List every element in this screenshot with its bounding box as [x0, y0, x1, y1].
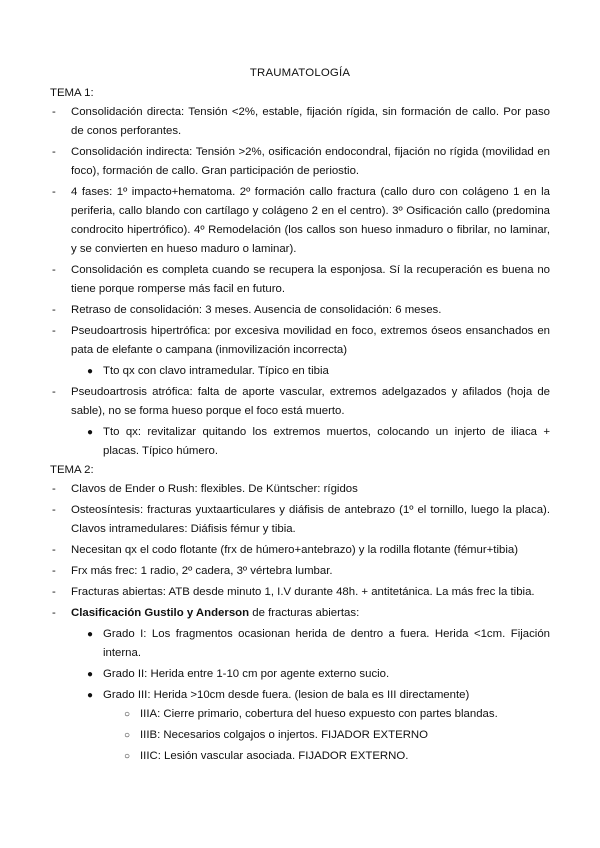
list-item-text: Necesitan qx el codo flotante (frx de húmero+antebrazo) y la rodilla flotante (fémur+tibia)	[71, 544, 518, 556]
gustilo-title-rest: de fracturas abiertas:	[249, 607, 360, 619]
section-tema-1	[50, 84, 550, 463]
list-item	[50, 301, 550, 320]
list-item	[50, 383, 550, 421]
list-item-text: 4 fases: 1º impacto+hematoma. 2º formación callo fractura (callo duro con colágeno 1 en la periferia, callo blando con cartílago y colágeno 2 en el centro). 3º Osificación callo (predomina condrocito hipertrófico). 4º Remodelación (los callos son hueso inmaduro o fibrilar, no laminar, y se convierten en hueso maduro o laminar).	[71, 186, 550, 255]
dash-marker: -	[52, 304, 56, 316]
list-item-text: Pseudoartrosis hipertrófica: por excesiva movilidad en foco, extremos óseos ensanchados en pata de elefante o campana (inmovilización incorrecta)	[71, 325, 550, 356]
list-item-text: Frx más frec: 1 radio, 2º cadera, 3º vértebra lumbar.	[71, 565, 333, 577]
list-item	[50, 480, 550, 499]
circle-marker: ○	[124, 709, 131, 720]
list-item	[87, 686, 550, 766]
list-item-text: Consolidación directa: Tensión <2%, estable, fijación rígida, sin formación de callo. Por paso de conos perforantes.	[71, 106, 550, 137]
dash-marker: -	[52, 386, 56, 398]
tema-2-list	[50, 480, 550, 623]
document-title: TRAUMATOLOGÍA	[249, 67, 351, 79]
list-item-text: Grado I: Los fragmentos ocasionan herida de dentro a fuera. Herida <1cm. Fijación interna.	[103, 628, 550, 659]
list-item	[124, 726, 550, 745]
dash-marker: -	[52, 586, 56, 598]
list-item-text: IIIB: Necesarios colgajos o injertos. FIJADOR EXTERNO	[140, 729, 429, 741]
dash-marker: -	[52, 186, 56, 198]
dash-marker: -	[52, 264, 56, 276]
list-item-text: Pseudoartrosis atrófica: falta de aporte vascular, extremos adelgazados y afilados (hoja de sable), no se forma hueso porque el foco está muerto.	[71, 386, 550, 417]
list-item-text	[71, 607, 359, 619]
list-item-text: Fracturas abiertas: ATB desde minuto 1, I.V durante 48h. + antitetánica. La más frec la tibia.	[71, 586, 535, 598]
bullet-marker: ●	[87, 366, 94, 377]
list-item	[50, 322, 550, 360]
list-item-text: Grado III: Herida >10cm desde fuera. (lesion de bala es III directamente)	[103, 689, 470, 701]
list-item	[50, 583, 550, 602]
dash-marker: -	[52, 483, 56, 495]
list-item	[50, 541, 550, 560]
list-item-text: Grado II: Herida entre 1-10 cm por agente externo sucio.	[103, 668, 390, 680]
list-item	[50, 501, 550, 539]
tema-1-list-continued	[50, 383, 550, 421]
list-item	[87, 423, 550, 461]
gustilo-title: Clasificación Gustilo y Anderson	[71, 607, 250, 619]
list-item-text: Retraso de consolidación: 3 meses. Ausencia de consolidación: 6 meses.	[71, 304, 442, 316]
bullet-marker: ●	[87, 427, 94, 438]
dash-marker: -	[52, 565, 56, 577]
circle-marker: ○	[124, 730, 131, 741]
bullet-marker: ●	[87, 669, 94, 680]
list-item	[50, 261, 550, 299]
bullet-marker: ●	[87, 629, 94, 640]
list-item-text: Tto qx: revitalizar quitando los extremos muertos, colocando un injerto de iliaca + placas. Típico húmero.	[103, 426, 550, 457]
list-item-text: IIIC: Lesión vascular asociada. FIJADOR EXTERNO.	[140, 750, 409, 762]
list-item	[50, 103, 550, 141]
list-item-text: Consolidación es completa cuando se recupera la esponjosa. Sí la recuperación es buena no tiene porque romperse más facil en futuro.	[71, 264, 550, 295]
grado-3-sublist	[103, 705, 550, 766]
list-item-text: Tto qx con clavo intramedular. Típico en tibia	[103, 365, 329, 377]
dash-marker: -	[52, 607, 56, 619]
list-item	[87, 625, 550, 663]
dash-marker: -	[52, 504, 56, 516]
list-item-text: Consolidación indirecta: Tensión >2%, osificación endocondral, fijación no rígida (movilidad en foco), formación de callo. Gran participación de periostio.	[71, 146, 550, 177]
list-item-text: Osteosíntesis: fracturas yuxtaarticulares y diáfisis de antebrazo (1º el tornillo, luego la placa). Clavos intramedulares: Diáfisis fémur y tibia.	[71, 504, 550, 535]
section-tema-2	[50, 461, 550, 768]
bullet-marker: ●	[87, 690, 94, 701]
section-heading-tema-1: TEMA 1:	[50, 87, 94, 99]
list-item	[50, 604, 550, 623]
section-heading-tema-2: TEMA 2:	[50, 464, 94, 476]
list-item-text: Clavos de Ender o Rush: flexibles. De Küntscher: rígidos	[71, 483, 358, 495]
grados-list	[50, 625, 550, 766]
hipertrofica-sublist	[50, 362, 550, 381]
list-item	[50, 562, 550, 581]
list-item	[87, 665, 550, 684]
tema-1-list	[50, 103, 550, 360]
list-item-text: IIIA: Cierre primario, cobertura del hueso expuesto con partes blandas.	[140, 708, 498, 720]
dash-marker: -	[52, 544, 56, 556]
list-item	[50, 143, 550, 181]
list-item	[50, 183, 550, 259]
circle-marker: ○	[124, 751, 131, 762]
atrofica-sublist	[50, 423, 550, 461]
dash-marker: -	[52, 325, 56, 337]
dash-marker: -	[52, 106, 56, 118]
list-item	[124, 705, 550, 724]
dash-marker: -	[52, 146, 56, 158]
list-item	[124, 747, 550, 766]
list-item	[87, 362, 550, 381]
